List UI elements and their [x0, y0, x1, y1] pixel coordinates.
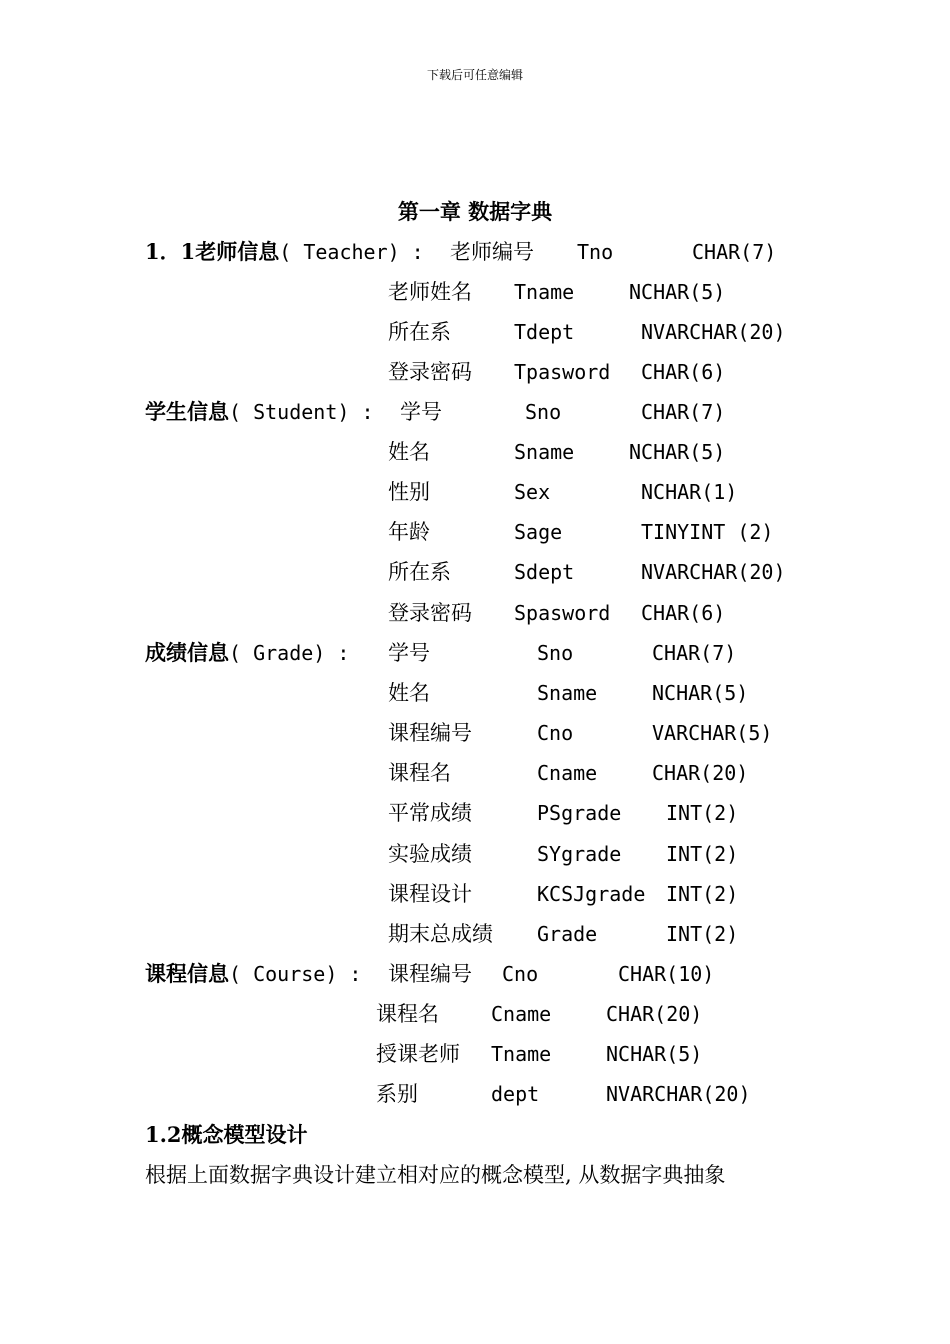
field-cn-name: 课程名	[376, 1002, 439, 1027]
field-cn-name: 授课老师	[376, 1042, 460, 1067]
field-type: INT(2)	[666, 881, 739, 906]
field-cn-name: 老师编号	[450, 240, 534, 264]
field-code: Tname	[491, 1042, 552, 1067]
field-type: CHAR(7)	[692, 240, 777, 264]
field-type: NCHAR(5)	[606, 1042, 703, 1067]
dictionary-row	[0, 598, 950, 628]
table-label	[145, 397, 374, 427]
field-cn-name: 期末总成绩	[388, 921, 493, 946]
field-type: INT(2)	[666, 841, 739, 866]
field-code: Tname	[514, 280, 575, 305]
field-type: VARCHAR(5)	[652, 721, 773, 746]
field-cn-name: 登录密码	[388, 600, 472, 625]
field-cn-name: 学号	[388, 641, 430, 665]
field-cn-name: 系别	[376, 1082, 418, 1107]
field-code: Cname	[537, 761, 598, 786]
table-label	[145, 959, 361, 989]
field-code: Sname	[514, 440, 575, 465]
dictionary-row	[0, 678, 950, 708]
field-code: SYgrade	[537, 841, 622, 866]
field-cn-name: 老师姓名	[388, 280, 472, 305]
dictionary-row	[0, 1039, 950, 1069]
field-code: KCSJgrade	[537, 881, 646, 906]
dictionary-row	[0, 999, 950, 1029]
field-cn-name: 实验成绩	[388, 841, 472, 866]
field-code: Sname	[537, 681, 598, 706]
field-type: NVARCHAR(20)	[606, 1082, 751, 1107]
field-type: NCHAR(5)	[629, 280, 726, 305]
dictionary-row	[0, 517, 950, 547]
dictionary-row	[0, 758, 950, 788]
field-cn-name: 所在系	[388, 560, 451, 585]
field-type: INT(2)	[666, 801, 739, 826]
field-type: INT(2)	[666, 921, 739, 946]
table-label-en: ( Teacher) :	[279, 240, 424, 264]
field-code: Sex	[514, 480, 551, 505]
dictionary-row	[0, 718, 950, 748]
page-header: 下载后可任意编辑	[426, 68, 523, 82]
dictionary-row	[0, 437, 950, 467]
field-cn-name: 性别	[388, 480, 430, 505]
section-heading: 1.2概念模型设计	[145, 1122, 308, 1147]
field-type: CHAR(6)	[641, 360, 726, 385]
field-cn-name: 课程名	[388, 761, 451, 786]
field-cn-name: 学号	[400, 400, 442, 424]
dictionary-row	[0, 277, 950, 307]
table-label-en: ( Grade) :	[229, 641, 350, 665]
chapter-title: 第一章 数据字典	[397, 199, 553, 224]
field-code: Spasword	[514, 600, 611, 625]
dictionary-row	[0, 1079, 950, 1109]
field-code: Sno	[537, 641, 574, 665]
field-type: CHAR(7)	[652, 641, 737, 665]
field-cn-name: 课程编号	[388, 962, 472, 986]
dictionary-row	[0, 839, 950, 869]
field-code: Cno	[502, 962, 539, 986]
field-code: dept	[491, 1082, 540, 1107]
field-code: Tpasword	[514, 360, 611, 385]
table-label-en: ( Student) :	[229, 400, 374, 424]
field-code: Tdept	[514, 320, 575, 345]
dictionary-row	[0, 317, 950, 347]
dictionary-row	[0, 879, 950, 909]
field-type: CHAR(7)	[641, 400, 726, 424]
field-type: NVARCHAR(20)	[641, 320, 786, 345]
dictionary-row	[0, 357, 950, 387]
dictionary-row	[0, 397, 950, 427]
field-cn-name: 年龄	[388, 520, 430, 545]
table-label	[145, 237, 424, 267]
dictionary-row	[0, 557, 950, 587]
field-code: Sage	[514, 520, 563, 545]
field-type: NCHAR(1)	[641, 480, 738, 505]
table-label-cn: 成绩信息	[145, 640, 229, 665]
table-label	[145, 638, 349, 668]
dictionary-row	[0, 638, 950, 668]
dictionary-row	[0, 798, 950, 828]
field-cn-name: 姓名	[388, 440, 430, 465]
field-cn-name: 姓名	[388, 681, 430, 706]
field-type: NCHAR(5)	[652, 681, 749, 706]
field-code: Tno	[577, 240, 614, 264]
table-label-cn: 1．1老师信息	[145, 239, 280, 264]
field-cn-name: 平常成绩	[388, 801, 472, 826]
dictionary-row	[0, 477, 950, 507]
field-type: NCHAR(5)	[629, 440, 726, 465]
field-code: Sno	[525, 400, 562, 424]
field-cn-name: 课程编号	[388, 721, 472, 746]
dictionary-row	[0, 237, 950, 267]
dictionary-row	[0, 919, 950, 949]
body-paragraph: 根据上面数据字典设计建立相对应的概念模型, 从数据字典抽象	[145, 1163, 726, 1187]
dictionary-row	[0, 959, 950, 989]
field-type: TINYINT (2)	[641, 520, 774, 545]
field-cn-name: 课程设计	[388, 881, 472, 906]
field-cn-name: 所在系	[388, 320, 451, 345]
field-code: PSgrade	[537, 801, 622, 826]
field-type: CHAR(20)	[652, 761, 749, 786]
field-code: Cname	[491, 1002, 552, 1027]
field-type: NVARCHAR(20)	[641, 560, 786, 585]
field-code: Cno	[537, 721, 574, 746]
field-type: CHAR(6)	[641, 600, 726, 625]
table-label-cn: 学生信息	[145, 399, 229, 424]
field-code: Grade	[537, 921, 598, 946]
table-label-en: ( Course) :	[229, 962, 362, 986]
field-code: Sdept	[514, 560, 575, 585]
field-type: CHAR(10)	[618, 962, 715, 986]
table-label-cn: 课程信息	[145, 961, 229, 986]
field-cn-name: 登录密码	[388, 360, 472, 385]
field-type: CHAR(20)	[606, 1002, 703, 1027]
